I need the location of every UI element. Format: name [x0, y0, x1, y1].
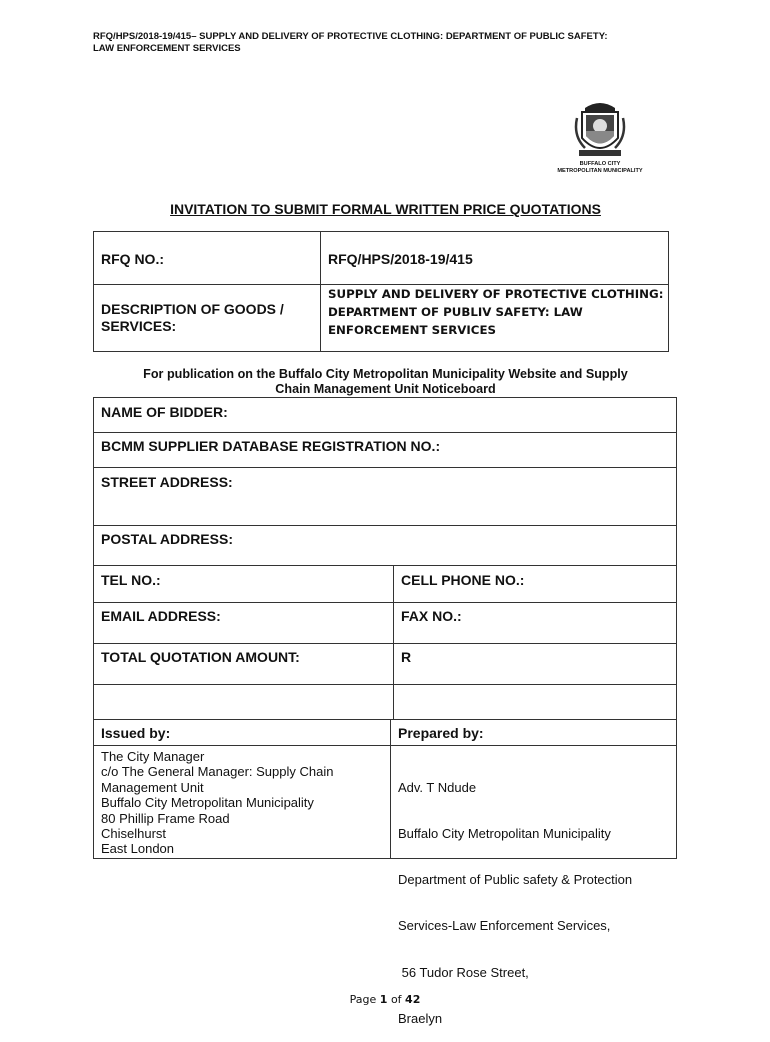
- total-pages: 42: [405, 993, 421, 1006]
- page-title: INVITATION TO SUBMIT FORMAL WRITTEN PRICE QUOTATIONS: [170, 201, 601, 217]
- page-number: [0, 993, 770, 1006]
- logo-text-1: BUFFALO CITY: [579, 161, 621, 167]
- postal-address-label: POSTAL ADDRESS:: [101, 531, 233, 547]
- tel-no-label: TEL NO.:: [101, 572, 161, 588]
- page-word: Page: [349, 993, 377, 1006]
- prepared-line: Adv. T Ndude: [398, 779, 477, 795]
- row-line-5: [93, 602, 677, 603]
- row-line-6: [93, 643, 677, 644]
- description-value-line-3: ENFORCEMENT SERVICES: [328, 323, 497, 337]
- description-value: [328, 285, 663, 339]
- issued-line: c/o The General Manager: Supply Chain: [101, 764, 334, 780]
- row-line-9: [93, 745, 677, 746]
- document-header: [93, 31, 693, 55]
- issued-line: Management Unit: [101, 779, 204, 795]
- prepared-line: Department of Public safety & Protection: [398, 872, 633, 888]
- header-line-1: RFQ/HPS/2018-19/415– SUPPLY AND DELIVERY OF PROTECTIVE CLOTHING: DEPARTMENT OF PUBLIC SAFETY:: [93, 31, 608, 42]
- row-line-8: [93, 719, 677, 720]
- column-line-lower: [390, 719, 391, 859]
- row-line-7: [93, 684, 677, 685]
- issued-by-heading: Issued by:: [101, 725, 171, 741]
- header-line-2: LAW ENFORCEMENT SERVICES: [93, 43, 241, 54]
- issued-line: The City Manager: [101, 749, 205, 764]
- row-line-3: [93, 525, 677, 526]
- cell-phone-label: CELL PHONE NO.:: [401, 572, 525, 588]
- description-label-line-2: SERVICES:: [101, 318, 177, 334]
- issued-by-address: [101, 749, 333, 857]
- of-word: of: [390, 993, 402, 1006]
- municipality-logo: [555, 98, 645, 176]
- description-label: [101, 301, 284, 335]
- currency-symbol: R: [401, 649, 412, 665]
- publication-note-line-2: Chain Management Unit Noticeboard: [275, 382, 496, 396]
- current-page: 1: [379, 993, 388, 1006]
- issued-line: East London: [101, 841, 175, 857]
- row-line-4: [93, 565, 677, 566]
- rfq-no-value: RFQ/HPS/2018-19/415: [328, 251, 473, 267]
- fax-no-label: FAX NO.:: [401, 608, 462, 624]
- prepared-line: 56 Tudor Rose Street,: [398, 964, 529, 980]
- logo-text-2: METROPOLITAN MUNICIPALITY: [557, 168, 643, 174]
- publication-note-line-1: For publication on the Buffalo City Metropolitan Municipality Website and Supply: [143, 367, 628, 381]
- description-value-line-1: SUPPLY AND DELIVERY OF PROTECTIVE CLOTHING:: [328, 287, 664, 301]
- issued-line: Buffalo City Metropolitan Municipality: [101, 795, 314, 811]
- prepared-by-heading: Prepared by:: [398, 725, 484, 741]
- row-line-2: [93, 467, 677, 468]
- rfq-table-divider: [320, 231, 321, 352]
- column-line-upper: [393, 565, 394, 719]
- issued-line: 80 Phillip Frame Road: [101, 810, 230, 826]
- total-quotation-label: TOTAL QUOTATION AMOUNT:: [101, 649, 300, 665]
- rfq-no-label: RFQ NO.:: [101, 251, 164, 267]
- issued-line: Chiselhurst: [101, 826, 167, 842]
- publication-note: [93, 367, 678, 397]
- coat-of-arms-icon: [555, 98, 645, 160]
- prepared-line: Braelyn: [398, 1010, 443, 1026]
- prepared-line: Services-Law Enforcement Services,: [398, 918, 611, 934]
- description-value-line-2: DEPARTMENT OF PUBLIV SAFETY: LAW: [328, 305, 583, 319]
- row-line-1: [93, 432, 677, 433]
- description-label-line-1: DESCRIPTION OF GOODS /: [101, 301, 284, 317]
- prepared-line: Buffalo City Metropolitan Municipality: [398, 826, 611, 842]
- bcmm-registration-label: BCMM SUPPLIER DATABASE REGISTRATION NO.:: [101, 438, 441, 454]
- street-address-label: STREET ADDRESS:: [101, 474, 233, 490]
- name-of-bidder-label: NAME OF BIDDER:: [101, 404, 228, 420]
- email-address-label: EMAIL ADDRESS:: [101, 608, 221, 624]
